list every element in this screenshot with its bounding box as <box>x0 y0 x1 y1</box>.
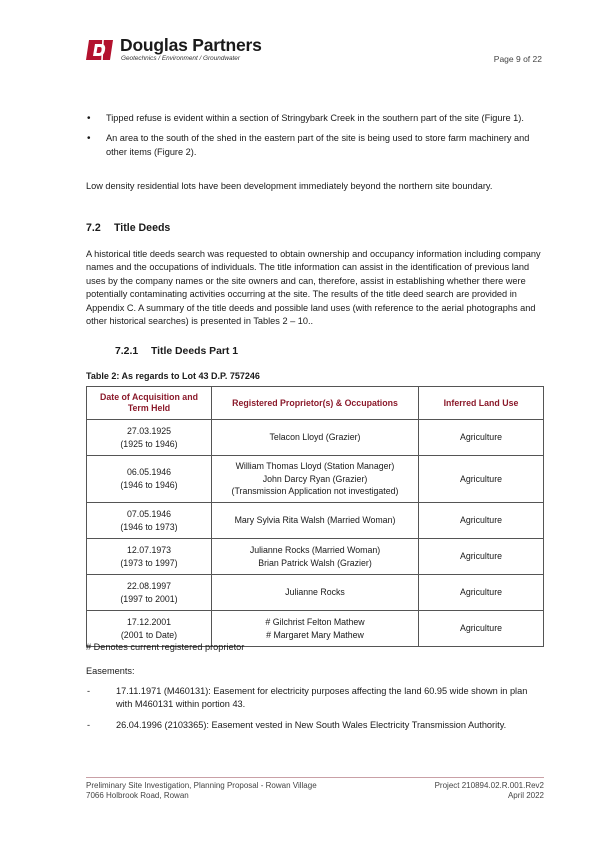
douglas-partners-logo-mark-icon <box>86 38 116 62</box>
table-note: # Denotes current registered proprietor <box>86 642 245 652</box>
subsection-title: Title Deeds Part 1 <box>151 346 239 357</box>
proprietor-cell <box>212 420 419 456</box>
easements-list <box>86 685 544 739</box>
bullet-item: • Tipped refuse is evident within a section of Stringybark Creek in the southern part of the site (Figure 1). <box>86 112 544 125</box>
acquisition-date: 27.03.1925 <box>126 425 172 436</box>
header-inferred-land-use: Inferred Land Use <box>419 387 544 420</box>
proprietor-cell <box>212 503 419 539</box>
table-header-row <box>87 387 544 420</box>
proprietor-cell <box>212 575 419 611</box>
land-use-cell: Agriculture <box>419 611 544 647</box>
land-use-cell: Agriculture <box>419 503 544 539</box>
table-row <box>87 539 544 575</box>
proprietor: Julianne Rocks (Married Woman) <box>249 544 381 555</box>
header-date-of-acquisition: Date of Acquisition and Term Held <box>87 387 212 420</box>
table-row <box>87 420 544 456</box>
bullet-item: • An area to the south of the shed in the eastern part of the site is being used to store farm machinery and other items (Figure 2). <box>86 132 544 159</box>
acquisition-date: 22.08.1997 <box>126 580 172 591</box>
footer-divider <box>86 777 544 778</box>
proprietor: John Darcy Ryan (Grazier) <box>262 473 368 484</box>
easements-heading: Easements: <box>86 666 135 676</box>
observation-bullet-list <box>86 112 544 166</box>
proprietor: Julianne Rocks <box>285 587 345 598</box>
section-heading <box>86 222 170 234</box>
logo-tagline: Geotechnics / Environment / Groundwater <box>121 55 240 62</box>
land-use-cell: Agriculture <box>419 456 544 503</box>
date-cell <box>87 456 212 503</box>
table-row <box>87 503 544 539</box>
proprietor: Mary Sylvia Rita Walsh (Married Woman) <box>234 515 396 526</box>
acquisition-date: 17.12.2001 <box>126 616 172 627</box>
land-use-cell: Agriculture <box>419 420 544 456</box>
term-held: (1925 to 1946) <box>120 438 178 449</box>
acquisition-date: 06.05.1946 <box>126 467 172 478</box>
page-number: Page 9 of 22 <box>493 54 542 64</box>
title-deeds-table <box>86 386 544 647</box>
section-title: Title Deeds <box>114 222 171 234</box>
date-cell <box>87 420 212 456</box>
logo-name: Douglas Partners <box>120 35 262 55</box>
easement-item: - 17.11.1971 (M460131): Easement for electricity purposes affecting the land 60.95 wide shown in plan with M460131 within portion 43. <box>86 685 544 712</box>
land-use-cell: Agriculture <box>419 539 544 575</box>
table-row <box>87 456 544 503</box>
footer-date: April 2022 <box>507 791 544 800</box>
land-use-cell: Agriculture <box>419 575 544 611</box>
term-held: (1946 to 1946) <box>120 480 178 490</box>
date-cell <box>87 575 212 611</box>
date-cell <box>87 503 212 539</box>
easement-item: - 26.04.1996 (2103365): Easement vested in New South Wales Electricity Transmission Authority. <box>86 719 544 732</box>
table-row <box>87 575 544 611</box>
date-cell <box>87 539 212 575</box>
footer-project-number: Project 210894.02.R.001.Rev2 <box>434 781 544 790</box>
subsection-heading <box>115 346 238 357</box>
term-held: (2001 to Date) <box>120 629 178 640</box>
proprietor: William Thomas Lloyd (Station Manager) <box>235 461 395 472</box>
term-held: (1997 to 2001) <box>120 593 178 604</box>
term-held: (1946 to 1973) <box>120 521 178 532</box>
proprietor: # Margaret Mary Mathew <box>266 629 364 640</box>
acquisition-date: 12.07.1973 <box>126 544 172 555</box>
paragraph-low-density: Low density residential lots have been development immediately beyond the northern site boundary. <box>86 181 493 191</box>
subsection-number: 7.2.1 <box>115 346 139 357</box>
table-caption: Table 2: As regards to Lot 43 D.P. 757246 <box>86 371 260 381</box>
footer-left <box>86 781 317 801</box>
proprietor-cell <box>212 456 419 503</box>
proprietor: Telacon Lloyd (Grazier) <box>269 432 361 443</box>
company-logo <box>86 35 276 64</box>
paragraph-title-deeds: A historical title deeds search was requested to obtain ownership and occupancy information including company names and the occupations of individuals. The title information can assist in the identification of previous land uses by the company names or the site owners and can, therefore, assist in establishing whether there were potentially contaminating activities occurring at the site. The results of the title deed search are provided in Appendix C. A summary of the title deeds and possible land uses (with reference to the aerial photographs and other historical searches) is presented in Tables 2 – 10.. <box>86 249 541 327</box>
footer-report-title: Preliminary Site Investigation, Planning Proposal - Rowan Village <box>86 781 317 790</box>
section-number: 7.2 <box>86 222 101 234</box>
footer-right <box>435 781 544 801</box>
proprietor: # Gilchrist Felton Mathew <box>265 616 365 627</box>
term-held: (1973 to 1997) <box>120 557 178 568</box>
proprietor: (Transmission Application not investigated) <box>231 486 399 497</box>
proprietor: Brian Patrick Walsh (Grazier) <box>258 557 372 568</box>
header-registered-proprietors: Registered Proprietor(s) & Occupations <box>212 387 419 420</box>
proprietor-cell <box>212 539 419 575</box>
acquisition-date: 07.05.1946 <box>126 508 172 519</box>
footer-address: 7066 Holbrook Road, Rowan <box>86 791 189 800</box>
